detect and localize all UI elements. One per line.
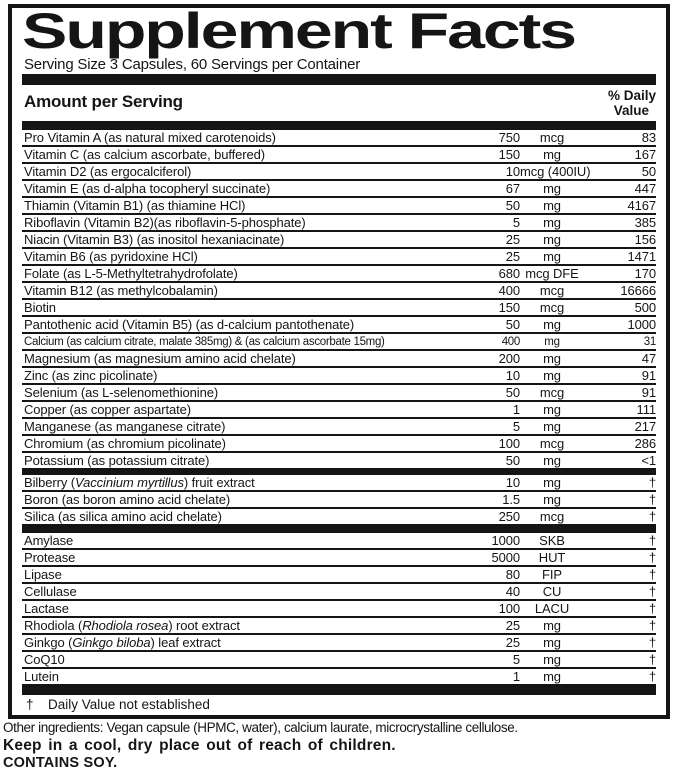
nutrient-unit: mg — [543, 351, 561, 366]
nutrient-amount: 10 — [505, 164, 520, 179]
table-row — [22, 181, 656, 198]
table-row — [22, 402, 656, 419]
separator-bar-header — [22, 121, 656, 130]
nutrient-name: Riboflavin (Vitamin B2)(as riboflavin-5-phosphate) — [24, 215, 306, 230]
table-row — [22, 419, 656, 436]
nutrient-amount: 25 — [505, 618, 520, 633]
nutrient-unit: mcg — [539, 283, 565, 298]
nutrient-amount: 1 — [512, 669, 520, 684]
nutrient-daily-value: 286 — [634, 436, 656, 451]
table-row — [22, 317, 656, 334]
nutrient-daily-value: 447 — [634, 181, 656, 196]
nutrient-daily-value: 170 — [634, 266, 656, 281]
nutrient-name: Ginkgo (Ginkgo biloba) leaf extract — [24, 635, 221, 650]
nutrient-unit: mg — [544, 336, 560, 348]
table-row — [22, 550, 656, 567]
nutrient-name: Vitamin B12 (as methylcobalamin) — [24, 283, 218, 298]
nutrient-daily-value: † — [648, 567, 656, 582]
nutrient-amount: 100 — [498, 601, 520, 616]
table-row — [22, 618, 656, 635]
nutrient-amount: 5 — [512, 215, 520, 230]
table-row — [22, 130, 656, 147]
nutrient-daily-value: † — [648, 475, 656, 490]
nutrient-amount: 680 — [498, 266, 520, 281]
nutrient-name: Lipase — [24, 567, 62, 582]
table-row — [22, 601, 656, 618]
table-row — [22, 334, 656, 351]
nutrient-name: Potassium (as potassium citrate) — [24, 453, 210, 468]
nutrient-unit: mcg — [539, 130, 565, 145]
facts-rows — [22, 130, 656, 686]
dagger-symbol: † — [26, 697, 34, 712]
nutrient-name: Vitamin C (as calcium ascorbate, buffered) — [24, 147, 265, 162]
table-row — [22, 147, 656, 164]
nutrient-amount: 80 — [505, 567, 520, 582]
nutrient-name: Biotin — [24, 300, 56, 315]
nutrient-amount: 750 — [498, 130, 520, 145]
column-header-row — [22, 85, 656, 121]
nutrient-name: Amylase — [24, 533, 74, 548]
nutrient-amount: 25 — [505, 635, 520, 650]
nutrient-unit: mcg — [539, 509, 565, 524]
nutrient-daily-value: 156 — [634, 232, 656, 247]
nutrient-amount: 5 — [512, 419, 520, 434]
nutrient-unit: mg — [543, 181, 561, 196]
nutrient-unit: mcg — [539, 300, 565, 315]
nutrient-unit: mg — [543, 215, 561, 230]
nutrient-amount: 150 — [498, 147, 520, 162]
nutrient-amount: 5 — [512, 652, 520, 667]
amount-per-serving-header: Amount per Serving — [24, 92, 183, 111]
nutrient-unit: mcg — [539, 385, 565, 400]
nutrient-name: Lactase — [24, 601, 69, 616]
nutrient-name: Lutein — [24, 669, 59, 684]
nutrient-amount: 10 — [505, 475, 520, 490]
nutrient-daily-value: 31 — [643, 336, 656, 348]
table-row — [22, 475, 656, 492]
table-row — [22, 215, 656, 232]
nutrient-amount: 150 — [498, 300, 520, 315]
nutrient-unit: mg — [543, 232, 561, 247]
nutrient-amount: 50 — [505, 317, 520, 332]
nutrient-daily-value: † — [648, 533, 656, 548]
nutrient-name: Rhodiola (Rhodiola rosea) root extract — [24, 618, 240, 633]
table-row — [22, 436, 656, 453]
nutrient-name: Protease — [24, 550, 76, 565]
panel-title: Supplement Facts — [22, 3, 576, 59]
nutrient-unit: mg — [543, 198, 561, 213]
nutrient-daily-value: <1 — [641, 453, 656, 468]
separator-bar-top — [22, 74, 656, 85]
nutrient-name: Boron (as boron amino acid chelate) — [24, 492, 231, 507]
nutrient-unit: CU — [542, 584, 562, 599]
table-row — [22, 567, 656, 584]
table-row — [22, 249, 656, 266]
nutrient-name: Zinc (as zinc picolinate) — [24, 368, 158, 383]
nutrient-unit: mg — [543, 368, 561, 383]
nutrient-daily-value: † — [648, 550, 656, 565]
nutrient-amount: 50 — [505, 453, 520, 468]
serving-size-line: Serving Size 3 Capsules, 60 Servings per Container — [24, 56, 361, 73]
nutrient-daily-value: 4167 — [627, 198, 656, 213]
nutrient-name: CoQ10 — [24, 652, 65, 667]
supplement-facts-panel — [8, 4, 670, 719]
nutrient-amount: 400 — [498, 283, 520, 298]
nutrient-name: Manganese (as manganese citrate) — [24, 419, 226, 434]
table-row — [22, 164, 656, 181]
nutrient-unit: FIP — [542, 567, 562, 582]
table-row — [22, 300, 656, 317]
nutrient-daily-value: 500 — [634, 300, 656, 315]
nutrient-daily-value: 47 — [641, 351, 656, 366]
table-row — [22, 368, 656, 385]
nutrient-amount: 25 — [505, 232, 520, 247]
nutrient-name: Niacin (Vitamin B3) (as inositol hexaniacinate) — [24, 232, 285, 247]
nutrient-unit: mg — [543, 402, 561, 417]
nutrient-amount: 100 — [498, 436, 520, 451]
table-row — [22, 533, 656, 550]
table-row — [22, 652, 656, 669]
allergen-statement: CONTAINS SOY. — [3, 755, 118, 771]
nutrient-daily-value: † — [648, 635, 656, 650]
nutrient-name: Pro Vitamin A (as natural mixed carotenoids) — [24, 130, 276, 145]
nutrient-name: Vitamin D2 (as ergocalciferol) — [24, 164, 192, 179]
nutrient-unit: mg — [543, 419, 561, 434]
nutrient-name: Silica (as silica amino acid chelate) — [24, 509, 222, 524]
nutrient-name: Selenium (as L-selenomethionine) — [24, 385, 219, 400]
nutrient-name: Vitamin E (as d-alpha tocopheryl succinate) — [24, 181, 271, 196]
nutrient-daily-value: † — [648, 601, 656, 616]
nutrient-amount: 1.5 — [502, 492, 520, 507]
table-row — [22, 492, 656, 509]
nutrient-unit: mcg — [539, 436, 565, 451]
nutrient-daily-value: † — [648, 618, 656, 633]
nutrient-amount: 50 — [505, 385, 520, 400]
nutrient-unit: SKB — [539, 533, 565, 548]
nutrient-name: Thiamin (Vitamin B1) (as thiamine HCl) — [24, 198, 246, 213]
nutrient-amount: 40 — [505, 584, 520, 599]
daily-value-header-line1: % Daily — [607, 88, 656, 103]
nutrient-amount: 200 — [498, 351, 520, 366]
nutrient-unit: mg — [543, 618, 561, 633]
other-ingredients-text: Other ingredients: Vegan capsule (HPMC, water), calcium laurate, microcrystalline cellulose. — [3, 720, 518, 735]
nutrient-name: Magnesium (as magnesium amino acid chelate) — [24, 351, 296, 366]
nutrient-daily-value: 385 — [634, 215, 656, 230]
nutrient-unit: mg — [543, 147, 561, 162]
table-row — [22, 509, 656, 526]
nutrient-unit: HUT — [538, 550, 566, 565]
table-row — [22, 584, 656, 601]
daily-value-header — [608, 88, 656, 118]
nutrient-amount: 250 — [498, 509, 520, 524]
nutrient-amount: 400 — [501, 336, 520, 348]
nutrient-daily-value: † — [648, 492, 656, 507]
nutrient-daily-value: 83 — [641, 130, 656, 145]
table-row — [22, 453, 656, 470]
table-row — [22, 266, 656, 283]
nutrient-unit: mg — [543, 249, 561, 264]
nutrient-daily-value: 91 — [641, 385, 656, 400]
footnote-text: Daily Value not established — [48, 697, 210, 712]
nutrient-unit: mcg (400IU) — [520, 164, 591, 179]
nutrient-daily-value: 167 — [634, 147, 656, 162]
nutrient-daily-value: † — [648, 669, 656, 684]
nutrient-amount: 50 — [505, 198, 520, 213]
nutrient-unit: mg — [543, 669, 561, 684]
nutrient-name: Cellulase — [24, 584, 77, 599]
nutrient-daily-value: † — [648, 584, 656, 599]
nutrient-name: Bilberry (Vaccinium myrtillus) fruit extract — [24, 475, 255, 490]
section-divider — [22, 526, 656, 533]
nutrient-name: Vitamin B6 (as pyridoxine HCl) — [24, 249, 198, 264]
nutrient-daily-value: 1471 — [627, 249, 656, 264]
nutrient-amount: 67 — [505, 181, 520, 196]
nutrient-unit: mg — [543, 475, 561, 490]
table-row — [22, 232, 656, 249]
nutrient-daily-value: 1000 — [627, 317, 656, 332]
nutrient-amount: 5000 — [491, 550, 520, 565]
table-row — [22, 283, 656, 300]
nutrient-unit: mg — [543, 652, 561, 667]
nutrient-daily-value: 91 — [641, 368, 656, 383]
nutrient-amount: 25 — [505, 249, 520, 264]
nutrient-daily-value: 16666 — [620, 283, 656, 298]
nutrient-unit: mg — [543, 317, 561, 332]
nutrient-name: Pantothenic acid (Vitamin B5) (as d-calcium pantothenate) — [24, 317, 355, 332]
nutrient-name: Copper (as copper aspartate) — [24, 402, 192, 417]
table-row — [22, 635, 656, 652]
nutrient-name: Calcium (as calcium citrate, malate 385mg) & (as calcium ascorbate 15mg) — [24, 336, 385, 348]
storage-instructions: Keep in a cool, dry place out of reach of children. — [3, 737, 396, 754]
nutrient-amount: 1000 — [491, 533, 520, 548]
table-row — [22, 351, 656, 368]
nutrient-unit: mcg DFE — [525, 266, 579, 281]
nutrient-name: Chromium (as chromium picolinate) — [24, 436, 226, 451]
nutrient-daily-value: † — [648, 652, 656, 667]
nutrient-name: Folate (as L-5-Methyltetrahydrofolate) — [24, 266, 238, 281]
nutrient-amount: 10 — [505, 368, 520, 383]
nutrient-unit: LACU — [534, 601, 570, 616]
table-row — [22, 669, 656, 686]
nutrient-daily-value: 50 — [641, 164, 656, 179]
nutrient-unit: mg — [543, 492, 561, 507]
nutrient-daily-value: 217 — [634, 419, 656, 434]
nutrient-daily-value: 111 — [636, 402, 656, 417]
nutrient-daily-value: † — [648, 509, 656, 524]
table-row — [22, 198, 656, 215]
nutrient-unit: mg — [543, 635, 561, 650]
table-row — [22, 385, 656, 402]
nutrient-amount: 1 — [512, 402, 520, 417]
daily-value-header-line2: Value — [613, 103, 649, 118]
footnote-bar — [22, 686, 656, 695]
nutrient-unit: mg — [543, 453, 561, 468]
footnote — [22, 695, 656, 712]
